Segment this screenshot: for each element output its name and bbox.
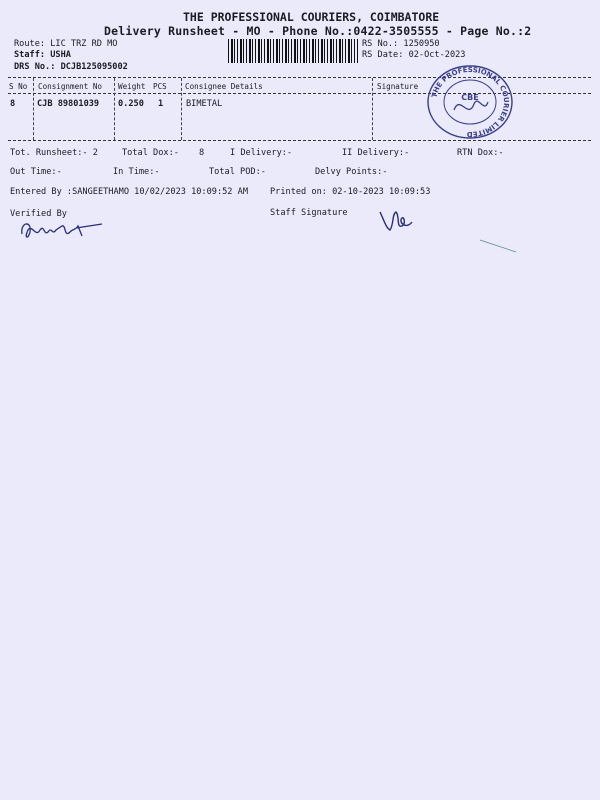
out-time: Out Time:- (10, 167, 62, 177)
staff-label: Staff: USHA (14, 50, 71, 60)
column-divider (372, 78, 373, 140)
column-divider (33, 78, 34, 140)
header-consignee-details: Consignee Details (185, 82, 263, 91)
total-dox-value: 8 (199, 148, 205, 158)
table-bottom-rule (8, 140, 591, 141)
staff-signature (376, 206, 416, 236)
ii-delivery: II Delivery:- (342, 148, 410, 158)
svg-text:THE PROFESSIONAL COURIER LIMIT: THE PROFESSIONAL COURIER LIMITED (430, 65, 511, 139)
row-sno: 8 (10, 99, 16, 109)
total-pod: Total POD:- (209, 167, 266, 177)
barcode (228, 39, 358, 63)
verifier-signature (18, 214, 108, 244)
stray-mark (478, 236, 518, 256)
row-pcs: 1 (158, 99, 164, 109)
verified-by-label: Verified By (10, 209, 67, 219)
row-weight: 0.250 (118, 99, 144, 109)
rtn-dox: RTN Dox:- (457, 148, 504, 158)
printed-on: Printed on: 02-10-2023 10:09:53 (270, 187, 431, 197)
total-dox-label: Total Dox:- (122, 148, 179, 158)
company-title: THE PROFESSIONAL COURIERS, COIMBATORE (183, 10, 440, 24)
courier-stamp (424, 64, 516, 140)
column-divider (181, 78, 182, 140)
route-label: Route: LIC TRZ RD MO (14, 39, 118, 49)
header-weight: Weight (118, 82, 146, 91)
header-signature: Signature (377, 82, 419, 91)
header-sno: S No (9, 82, 28, 91)
svg-text:CBE: CBE (461, 93, 479, 102)
tot-runsheet: Tot. Runsheet:- 2 (10, 148, 98, 158)
staff-signature-label: Staff Signature (270, 208, 348, 218)
header-consignment-no: Consignment No (38, 82, 103, 91)
drs-number: DRS No.: DCJB125095002 (14, 62, 128, 72)
i-delivery: I Delivery:- (230, 148, 293, 158)
runsheet-subtitle: Delivery Runsheet - MO - Phone No.:0422-3505555 - Page No.:2 (104, 24, 532, 38)
entered-by: Entered By :SANGEETHAMO 10/02/2023 10:09:52 AM (10, 187, 248, 197)
row-consignment-no: CJB 89801039 (37, 99, 100, 109)
rs-number: RS No.: 1250950 (362, 39, 440, 49)
header-pcs: PCS (153, 82, 167, 91)
row-consignee: BIMETAL (186, 99, 223, 109)
column-divider (114, 78, 115, 140)
rs-date: RS Date: 02-Oct-2023 (362, 50, 466, 60)
in-time: In Time:- (113, 167, 160, 177)
delvy-points: Delvy Points:- (315, 167, 388, 177)
